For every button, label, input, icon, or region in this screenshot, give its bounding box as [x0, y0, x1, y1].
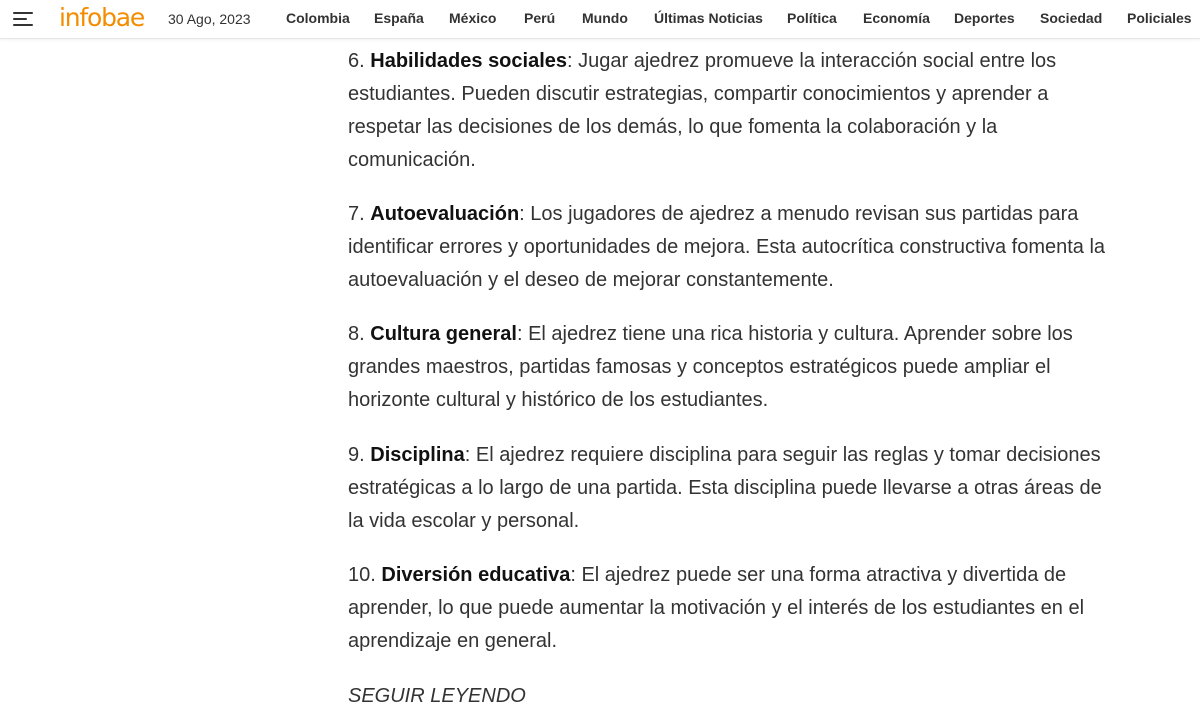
- list-item-text: : El ajedrez puede ser una forma atractiva y divertida de aprender, lo que puede aumentar la motivación y el interés de los estudiantes en el aprendizaje en general.: [348, 564, 1085, 652]
- list-item-number: 9.: [348, 444, 365, 466]
- hamburger-menu-icon[interactable]: [13, 11, 33, 27]
- list-item-text: : El ajedrez tiene una rica historia y cultura. Aprender sobre los grandes maestros, partidas famosas y conceptos estratégicos puede ampliar el horizonte cultural y histórico de los estudiantes.: [348, 323, 1073, 411]
- list-item-text: : El ajedrez requiere disciplina para seguir las reglas y tomar decisiones estratégicas a lo largo de una partida. Esta disciplina puede llevarse a otras áreas de la vida escolar y personal.: [348, 444, 1102, 532]
- list-item: [348, 439, 1108, 538]
- list-item-text: : Jugar ajedrez promueve la interacción social entre los estudiantes. Pueden discutir estrategias, compartir conocimientos y aprender a respetar las decisiones de los demás, lo que fomenta la colaboración y la comunicación.: [348, 50, 1057, 171]
- seguir-leyendo-link[interactable]: SEGUIR LEYENDO: [348, 685, 526, 707]
- list-item: [348, 318, 1108, 417]
- list-item-number: 6.: [348, 50, 365, 72]
- nav-item-policiales[interactable]: Policiales: [1127, 10, 1192, 26]
- list-item-number: 10.: [348, 564, 376, 586]
- list-item: [348, 559, 1108, 658]
- nav-item-peru[interactable]: Perú: [524, 10, 556, 26]
- infobae-logo[interactable]: infobae: [59, 3, 145, 32]
- list-item-number: 8.: [348, 323, 365, 345]
- nav-item-espana[interactable]: España: [374, 10, 424, 26]
- list-item-title: Habilidades sociales: [370, 50, 568, 72]
- nav-item-ultimas-noticias[interactable]: Últimas Noticias: [654, 10, 763, 26]
- list-item-title: Diversión educativa: [381, 564, 571, 586]
- header-date: 30 Ago, 2023: [168, 11, 251, 27]
- list-item: [348, 198, 1108, 297]
- top-navigation-bar: [0, 0, 1200, 39]
- nav-item-mundo[interactable]: Mundo: [582, 10, 628, 26]
- nav-item-mexico[interactable]: México: [449, 10, 497, 26]
- nav-item-deportes[interactable]: Deportes: [954, 10, 1015, 26]
- nav-item-politica[interactable]: Política: [787, 10, 837, 26]
- list-item-text: : Los jugadores de ajedrez a menudo revisan sus partidas para identificar errores y oportunidades de mejora. Esta autocrítica constructiva fomenta la autoevaluación y el deseo de mejorar constantemente.: [348, 203, 1106, 291]
- list-item: [348, 45, 1108, 177]
- nav-item-sociedad[interactable]: Sociedad: [1040, 10, 1103, 26]
- list-item-number: 7.: [348, 203, 365, 225]
- list-item-title: Cultura general: [370, 323, 517, 345]
- list-item-title: Disciplina: [370, 444, 465, 466]
- nav-item-colombia[interactable]: Colombia: [286, 10, 350, 26]
- nav-item-economia[interactable]: Economía: [863, 10, 930, 26]
- list-item-title: Autoevaluación: [370, 203, 520, 225]
